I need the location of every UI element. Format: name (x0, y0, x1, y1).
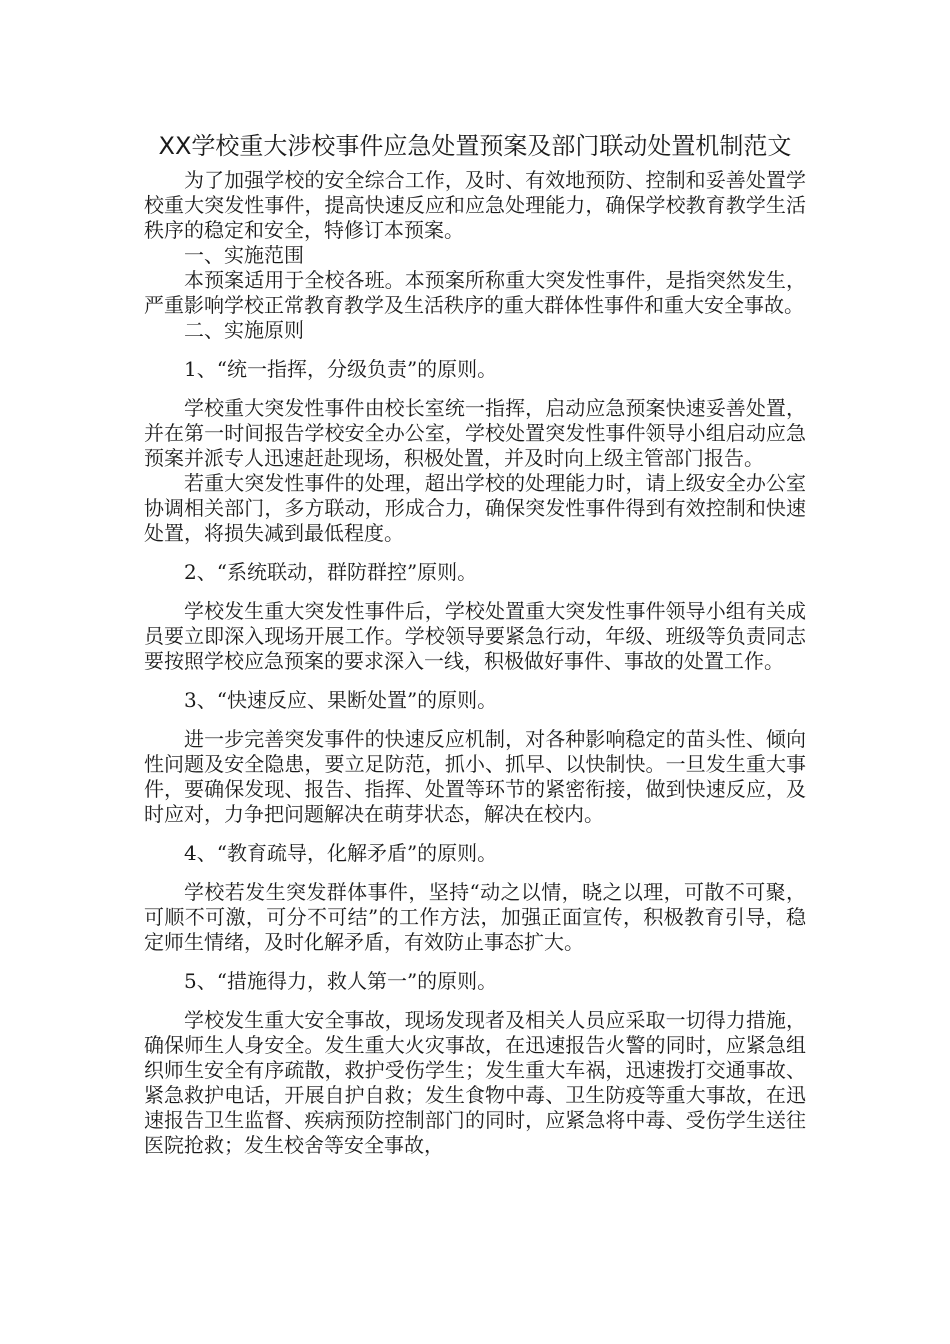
intro-paragraph: 为了加强学校的安全综合工作，及时、有效地预防、控制和妥善处置学校重大突发性事件，提高快速反应和应急处理能力，确保学校教育教学生活秩序的稳定和安全，特修订本预案。 (144, 168, 806, 242)
principle-4-heading: 4、“教育疏导，化解矛盾”的原则。 (184, 841, 498, 865)
principle-1-paragraph-1: 学校重大突发性事件由校长室统一指挥，启动应急预案快速妥善处置，并在第一时间报告学校安全办公室，学校处置突发性事件领导小组启动应急预案并派专人迅速赶赴现场，积极处置，并及时向上级主管部门报告。 (144, 396, 806, 470)
document-page (144, 128, 806, 1158)
principle-3-paragraph: 进一步完善突发事件的快速反应机制，对各种影响稳定的苗头性、倾向性问题及安全隐患，要立足防范，抓小、抓早、以快制快。一旦发生重大事件，要确保发现、报告、指挥、处置等环节的紧密衔接，做到快速反应，及时应对，力争把问题解决在萌芽状态，解决在校内。 (144, 727, 806, 826)
section-heading-scope: 一、实施范围 (184, 243, 304, 267)
scope-paragraph: 本预案适用于全校各班。本预案所称重大突发性事件，是指突然发生，严重影响学校正常教育教学及生活秩序的重大群体性事件和重大安全事故。 (144, 268, 806, 317)
section-heading-principles: 二、实施原则 (184, 318, 304, 342)
principle-5-paragraph: 学校发生重大安全事故，现场发现者及相关人员应采取一切得力措施，确保师生人身安全。发生重大火灾事故，在迅速报告火警的同时，应紧急组织师生安全有序疏散，救护受伤学生；发生重大车祸，迅速拨打交通事故、紧急救护电话，开展自护自救；发生食物中毒、卫生防疫等重大事故，在迅速报告卫生监督、疾病预防控制部门的同时，应紧急将中毒、受伤学生送往医院抢救；发生校舍等安全事故， (144, 1008, 806, 1157)
principle-4-paragraph: 学校若发生突发群体事件，坚持“动之以情，晓之以理，可散不可聚，可顺不可激，可分不可结”的工作方法，加强正面宣传，积极教育引导，稳定师生情绪，及时化解矛盾，有效防止事态扩大。 (144, 880, 806, 954)
document-title: XX学校重大涉校事件应急处置预案及部门联动处置机制范文 (158, 132, 792, 160)
principle-3-heading: 3、“快速反应、果断处置”的原则。 (184, 688, 498, 712)
principle-2-heading: 2、“系统联动，群防群控”原则。 (184, 560, 478, 584)
principle-5-heading: 5、“措施得力，救人第一”的原则。 (184, 969, 498, 993)
principle-1-paragraph-2: 若重大突发性事件的处理，超出学校的处理能力时，请上级安全办公室协调相关部门，多方联动，形成合力，确保突发性事件得到有效控制和快速处置，将损失减到最低程度。 (144, 471, 806, 545)
principle-1-heading: 1、“统一指挥，分级负责”的原则。 (184, 357, 498, 381)
principle-2-paragraph: 学校发生重大突发性事件后，学校处置重大突发性事件领导小组有关成员要立即深入现场开展工作。学校领导要紧急行动，年级、班级等负责同志要按照学校应急预案的要求深入一线，积极做好事件、事故的处置工作。 (144, 599, 806, 673)
